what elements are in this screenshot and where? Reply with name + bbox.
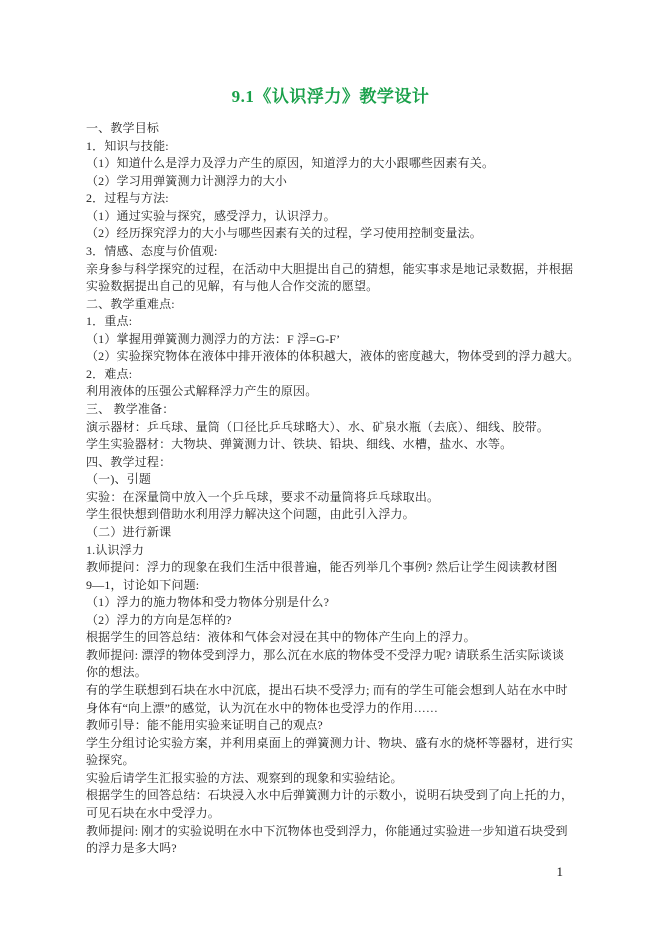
text-line: 亲身参与科学探究的过程，在活动中大胆提出自己的猜想，能实事求是地记录数据，并根据: [86, 261, 574, 276]
text-line: 实验后请学生汇报实验的方法、观察到的现象和实验结论。: [86, 770, 403, 785]
text-line: 教师提问: 刚才的实验说明在水中下沉物体也受到浮力，你能通过实验进一步知道石块受到: [86, 823, 568, 838]
text-line: （2）经历探究浮力的大小与哪些因素有关的过程，学习使用控制变量法。: [86, 226, 482, 241]
text-line: （2）学习用弹簧测力计测浮力的大小: [86, 173, 288, 188]
text-line: 教师引导：能不能用实验来证明自己的观点?: [86, 718, 323, 733]
text-line: 学生实验器材：大物块、弹簧测力计、铁块、铅块、细线、水槽，盐水、水等。: [86, 437, 513, 452]
text-line: 四、教学过程：: [86, 454, 172, 469]
text-line: 1．重点:: [86, 314, 133, 329]
text-line: 三、 教学准备：: [86, 402, 175, 416]
text-line: 学生分组讨论实验方案，并利用桌面上的弹簧测力计、物块、盛有水的烧杯等器材，进行实: [86, 735, 574, 750]
text-line: 教师提问: 漂浮的物体受到浮力，那么沉在水底的物体受不受浮力呢? 请联系生活实际谈谈: [86, 647, 565, 662]
text-line: 演示器材：乒乓球、量筒（口径比乒乓球略大）、水、矿泉水瓶（去底）、细线、胶带。: [86, 419, 550, 434]
text-line: 你的想法。: [86, 665, 147, 680]
page-number: 1: [556, 864, 563, 879]
document-title: 9.1《认识浮力》教学设计: [231, 87, 430, 106]
text-line: 一、教学目标: [86, 121, 160, 135]
text-line: 二、教学重难点:: [86, 296, 175, 311]
text-line: 实验：在深量筒中放入一个乒乓球，要求不动量筒将乒乓球取出。: [86, 489, 440, 504]
text-line: 有的学生联想到石块在水中沉底，提出石块不受浮力; 而有的学生可能会想到人站在水中时: [86, 683, 568, 697]
text-line: （一)、引题: [86, 472, 152, 487]
text-line: 验探究。: [86, 753, 135, 768]
text-line: （二）进行新课: [86, 524, 172, 539]
text-line: 身体有“向上漂”的感觉，认为沉在水中的物体也受浮力的作用……: [86, 700, 439, 715]
text-line: 利用液体的压强公式解释浮力产生的原因。: [86, 384, 318, 399]
text-line: 1.认识浮力: [86, 542, 145, 557]
text-line: 2．难点:: [86, 366, 133, 381]
document-body: [86, 120, 580, 858]
text-line: 可见石块在水中受浮力。: [86, 805, 220, 820]
text-line: 教师提问：浮力的现象在我们生活中很普遍，能否列举几个事例? 然后让学生阅读教材图: [86, 560, 558, 575]
text-line: （1）知道什么是浮力及浮力产生的原因，知道浮力的大小跟哪些因素有关。: [86, 156, 495, 171]
text-line: 2．过程与方法:: [86, 191, 169, 206]
text-line: 3．情感、态度与价值观:: [86, 243, 218, 258]
text-line: 的浮力是多大吗?: [86, 841, 177, 856]
text-line: 根据学生的回答总结：液体和气体会对浸在其中的物体产生向上的浮力。: [86, 630, 476, 645]
text-line: 1．知识与技能:: [86, 138, 169, 153]
text-line: 学生很快想到借助水利用浮力解决这个问题，由此引入浮力。: [86, 507, 415, 522]
text-line: （1）浮力的施力物体和受力物体分别是什么?: [86, 595, 330, 610]
text-line: （1）通过实验与探究，感受浮力，认识浮力。: [86, 208, 336, 223]
text-line: （1）掌握用弹簧测力测浮力的方法：F 浮=G-F’: [86, 331, 341, 346]
text-line: （2）实验探究物体在液体中排开液体的体积越大，液体的密度越大，物体受到的浮力越大。: [86, 349, 580, 364]
text-line: 根据学生的回答总结：石块浸入水中后弹簧测力计的示数小，说明石块受到了向上托的力，: [86, 788, 574, 803]
text-line: 实验数据提出自己的见解，有与他人合作交流的愿望。: [86, 279, 379, 294]
text-line: 9—1，讨论如下问题:: [86, 577, 200, 592]
text-line: （2）浮力的方向是怎样的?: [86, 612, 232, 627]
